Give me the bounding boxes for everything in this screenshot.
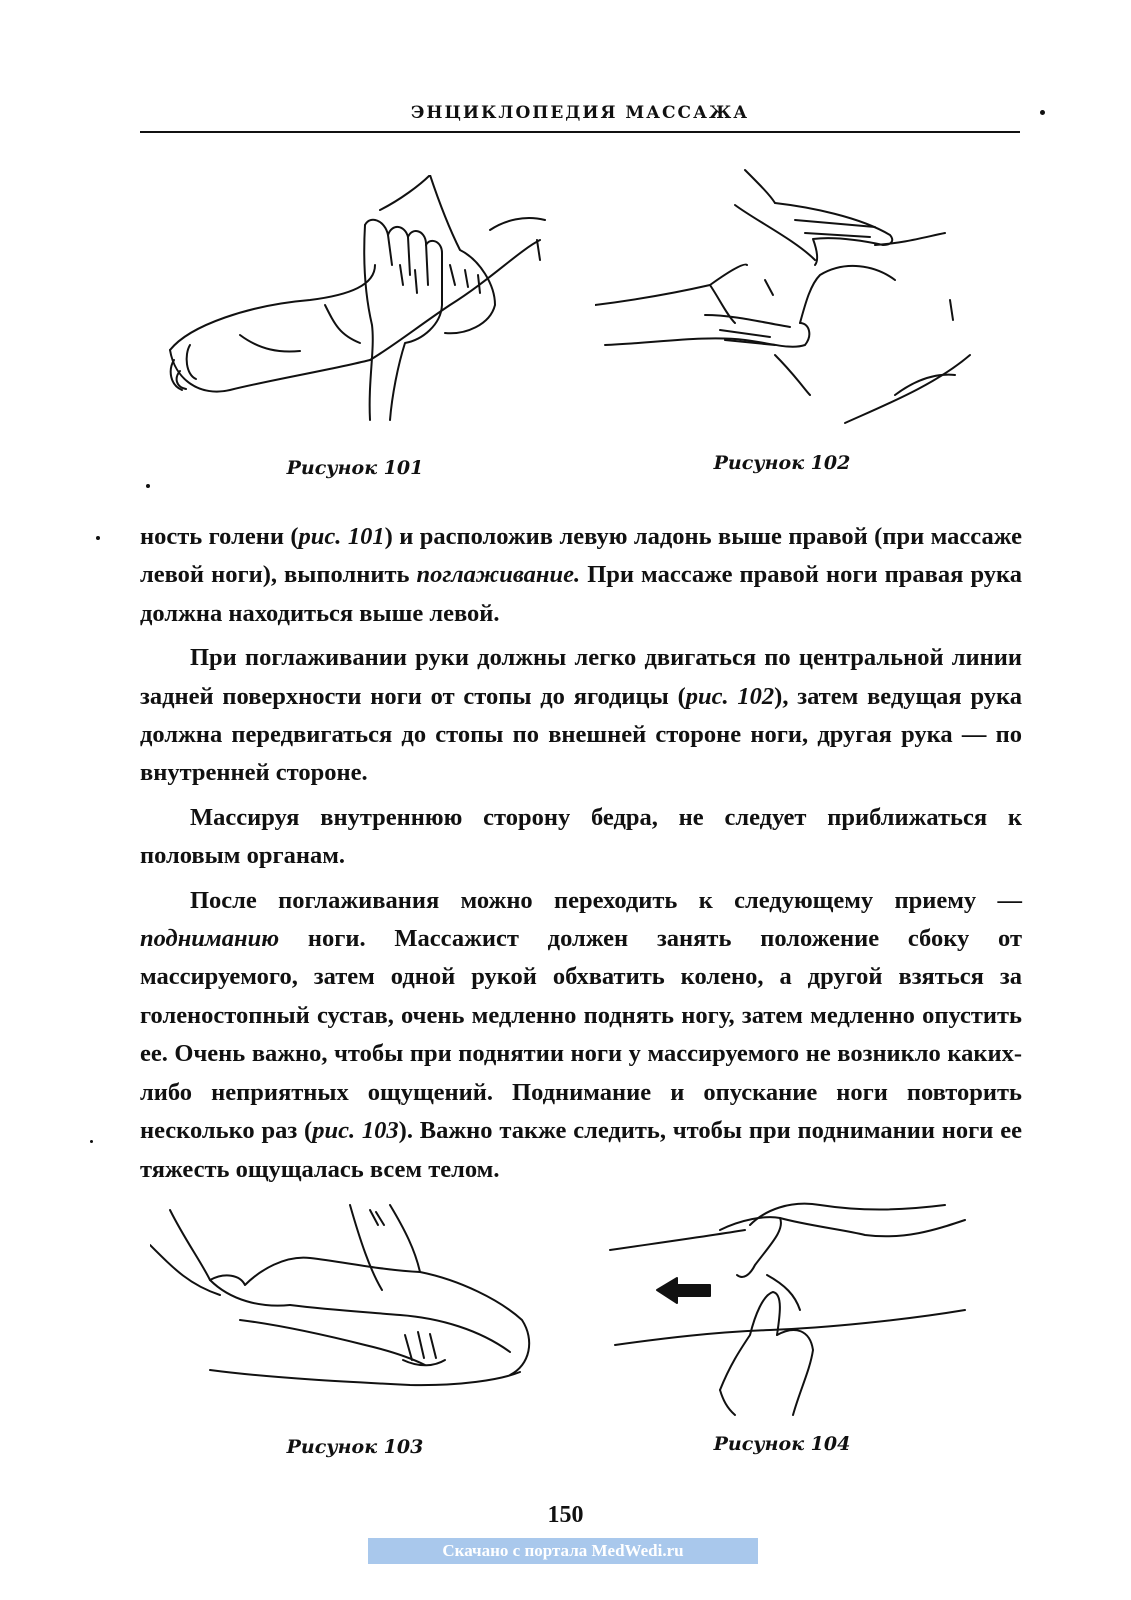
figure-104-caption: Рисунок 104 bbox=[713, 1433, 851, 1455]
figure-103-caption: Рисунок 103 bbox=[286, 1436, 424, 1458]
paragraph: После поглаживания можно переходить к следующему приему — подниманию ноги. Массажист должен занять положение сбоку от массируемого, затем одной рукой обхватить колено, а другой взяться за голеностопный сустав, очень медленно поднять ногу, затем медленно опустить ее. Очень важно, чтобы при поднятии ноги у массируемого не возникло каких-либо неприятных ощущений. Поднимание и опускание ноги повторить несколько раз (рис. 103). Важно также следить, чтобы при поднимании ноги ее тяжесть ощущалась всем телом. bbox=[140, 886, 1022, 1183]
figure-103-illustration bbox=[150, 1200, 590, 1400]
header-dot bbox=[1040, 110, 1045, 115]
page-number: 150 bbox=[547, 1502, 584, 1528]
paragraph: ность голени (рис. 101) и расположив левую ладонь выше правой (при массаже левой ноги), выполнить поглаживание. При массаже правой ноги правая рука должна находиться выше левой. bbox=[140, 523, 1023, 627]
paragraph: При поглаживании руки должны легко двигаться по центральной линии задней поверхности ноги от стопы до ягодицы (рис. 102), затем ведущая рука должна передвигаться до стопы по внешней стороне ноги, другая рука — по внутренней стороне. bbox=[140, 644, 1023, 787]
stray-mark bbox=[146, 484, 150, 488]
figure-104-illustration bbox=[605, 1190, 985, 1420]
figure-101-caption: Рисунок 101 bbox=[286, 457, 424, 479]
header-title: ЭНЦИКЛОПЕДИЯ МАССАЖА bbox=[410, 103, 750, 123]
paragraph: Массируя внутреннюю сторону бедра, не следует приближаться к половым органам. bbox=[140, 803, 1022, 870]
watermark-link[interactable]: Скачано с портала MedWedi.ru bbox=[368, 1538, 758, 1564]
figure-102-caption: Рисунок 102 bbox=[713, 452, 851, 474]
running-header bbox=[140, 103, 1020, 133]
figure-101-illustration bbox=[160, 175, 560, 425]
figure-102-illustration bbox=[595, 165, 985, 435]
stray-mark bbox=[96, 536, 100, 540]
body-text bbox=[140, 518, 1022, 1189]
stray-mark bbox=[90, 1140, 93, 1143]
